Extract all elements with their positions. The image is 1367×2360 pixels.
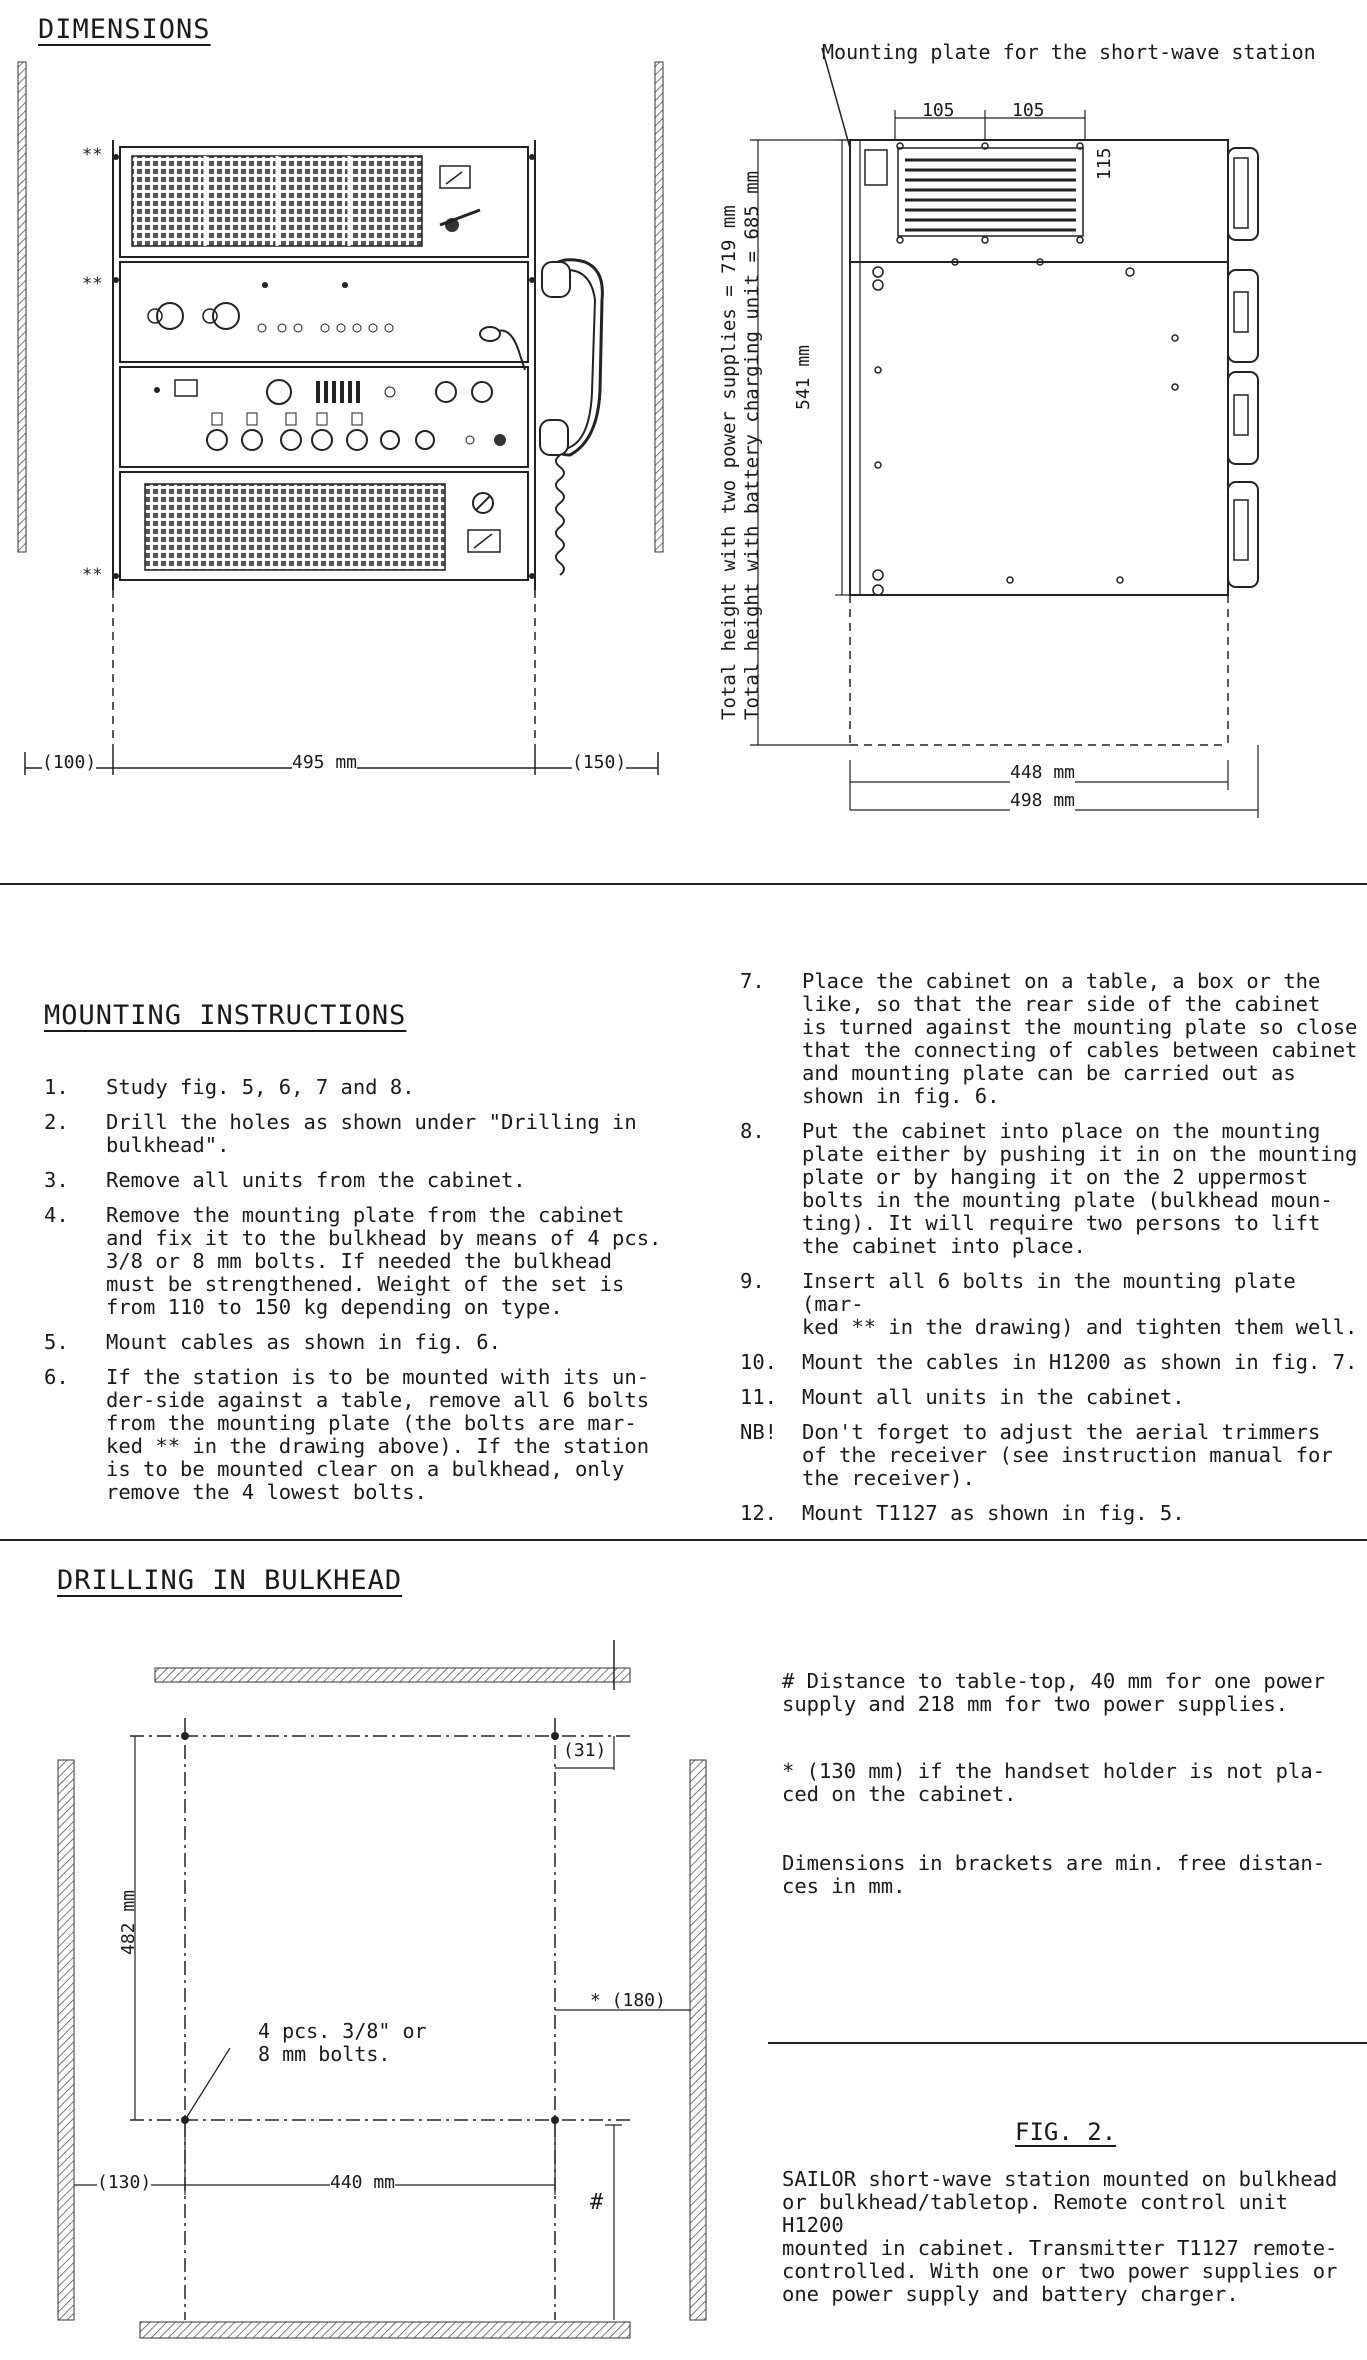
- dim-498: 498 mm: [1010, 790, 1076, 811]
- mounting-step-6: 6. If the station is to be mounted with its un- der-side against a table, remove all 6 bolts from the mounting plate (the bolts are mar- ked ** in the drawing above). If the station is to be mounted clear on a bulkhead, only remove the 4 lowest bolts.: [44, 1365, 650, 1504]
- dim-541: 541 mm: [793, 344, 814, 410]
- unit-receiver: [120, 367, 528, 467]
- bolt-mark-middle: **: [82, 274, 103, 294]
- section-divider-2: [0, 1539, 1367, 1541]
- right-bulkhead-wall: [655, 62, 663, 552]
- dim-clear-right: (150): [572, 752, 627, 773]
- top-wall: [155, 1668, 630, 1682]
- mounting-step-1: 1. Study fig. 5, 6, 7 and 8.: [44, 1075, 415, 1099]
- dim-440: 440 mm: [330, 2172, 396, 2193]
- dim-105-right: 105: [1012, 100, 1045, 121]
- dim-31: (31): [563, 1740, 607, 1761]
- front-view-drawing: [0, 0, 700, 800]
- mounting-step-12: 12. Mount T1127 as shown in fig. 5.: [740, 1501, 1185, 1525]
- left-bulkhead-wall: [18, 62, 26, 552]
- mounting-step-2: 2. Drill the holes as shown under "Drilling in bulkhead".: [44, 1110, 637, 1157]
- mounting-heading: MOUNTING INSTRUCTIONS: [44, 1000, 407, 1031]
- section-divider-1: [0, 883, 1367, 885]
- dim-front-width: 495 mm: [292, 752, 358, 773]
- dimensions-heading: DIMENSIONS: [38, 14, 211, 45]
- mounting-step-8: 8. Put the cabinet into place on the mounting plate either by pushing it in on the mounting plate or by hanging it on the 2 uppermost bolts in the mounting plate (bulkhead moun- ting). It will require two persons to lift the cabinet into place.: [740, 1119, 1358, 1258]
- unit-remote-control: [120, 262, 528, 362]
- note-brackets: Dimensions in brackets are min. free distan- ces in mm.: [782, 1851, 1326, 1898]
- mounting-steps-left: [44, 1076, 664, 1516]
- bottom-wall: [140, 2322, 630, 2338]
- hash-mark: #: [590, 2190, 604, 2215]
- mounting-step-3: 3. Remove all units from the cabinet.: [44, 1168, 526, 1192]
- mounting-step-9: 9. Insert all 6 bolts in the mounting plate (mar- ked ** in the drawing) and tighten them well.: [740, 1269, 1358, 1339]
- note-table-distance: # Distance to table-top, 40 mm for one power supply and 218 mm for two power supplies.: [782, 1669, 1326, 1716]
- bolts-label: 4 pcs. 3/8" or 8 mm bolts.: [258, 2019, 427, 2066]
- right-wall: [690, 1760, 706, 2320]
- mounting-step-7: 7. Place the cabinet on a table, a box or the like, so that the rear side of the cabinet is turned against the mounting plate so close that the connecting of cables between cabinet and mounting plate can be carried out as shown in fig. 6.: [740, 969, 1358, 1108]
- dim-482: 482 mm: [118, 1889, 139, 1955]
- mounting-step-nb: NB! Don't forget to adjust the aerial trimmers of the receiver (see instruction manual for the receiver).: [740, 1420, 1333, 1490]
- mounting-step-4: 4. Remove the mounting plate from the cabinet and fix it to the bulkhead by means of 4 pcs. 3/8 or 8 mm bolts. If needed the bulkhead must be strengthened. Weight of the set is from 110 to 150 kg depending on type.: [44, 1203, 662, 1319]
- drilling-heading: DRILLING IN BULKHEAD: [57, 1565, 403, 1596]
- dim-clear-left: (100): [42, 752, 97, 773]
- unit-transmitter-power: [120, 472, 528, 580]
- total-height-two-power: Total height with two power supplies = 719 mm: [718, 205, 740, 720]
- figure-label: FIG. 2.: [1015, 2118, 1117, 2146]
- mounting-step-10: 10. Mount the cables in H1200 as shown in fig. 7.: [740, 1350, 1358, 1374]
- dim-115: 115: [1094, 147, 1115, 180]
- mounting-plate-label: Mounting plate for the short-wave station: [822, 40, 1316, 64]
- dim-130: (130): [97, 2172, 152, 2193]
- figure-divider: [768, 2042, 1367, 2044]
- dim-180: * (180): [590, 1990, 666, 2011]
- mounting-steps-right: [740, 970, 1360, 1537]
- mounting-step-11: 11. Mount all units in the cabinet.: [740, 1385, 1185, 1409]
- bolt-mark-bottom: **: [82, 565, 103, 585]
- dim-105-left: 105: [922, 100, 955, 121]
- mounting-step-5: 5. Mount cables as shown in fig. 6.: [44, 1330, 501, 1354]
- side-view-drawing: [700, 0, 1367, 830]
- dim-448: 448 mm: [1010, 762, 1076, 783]
- bolt-mark-top: **: [82, 145, 103, 165]
- unit-power-supply-top: [120, 147, 528, 257]
- figure-caption: SAILOR short-wave station mounted on bulkhead or bulkhead/tabletop. Remote control unit H1200 mounted in cabinet. Transmitter T1127 remote- controlled. With one or two power supplies or one power supply and battery charger.: [782, 2167, 1338, 2306]
- left-wall: [58, 1760, 74, 2320]
- note-handset-holder: * (130 mm) if the handset holder is not pla- ced on the cabinet.: [782, 1759, 1326, 1806]
- total-height-battery: Total height with battery charging unit = 685 mm: [741, 170, 763, 720]
